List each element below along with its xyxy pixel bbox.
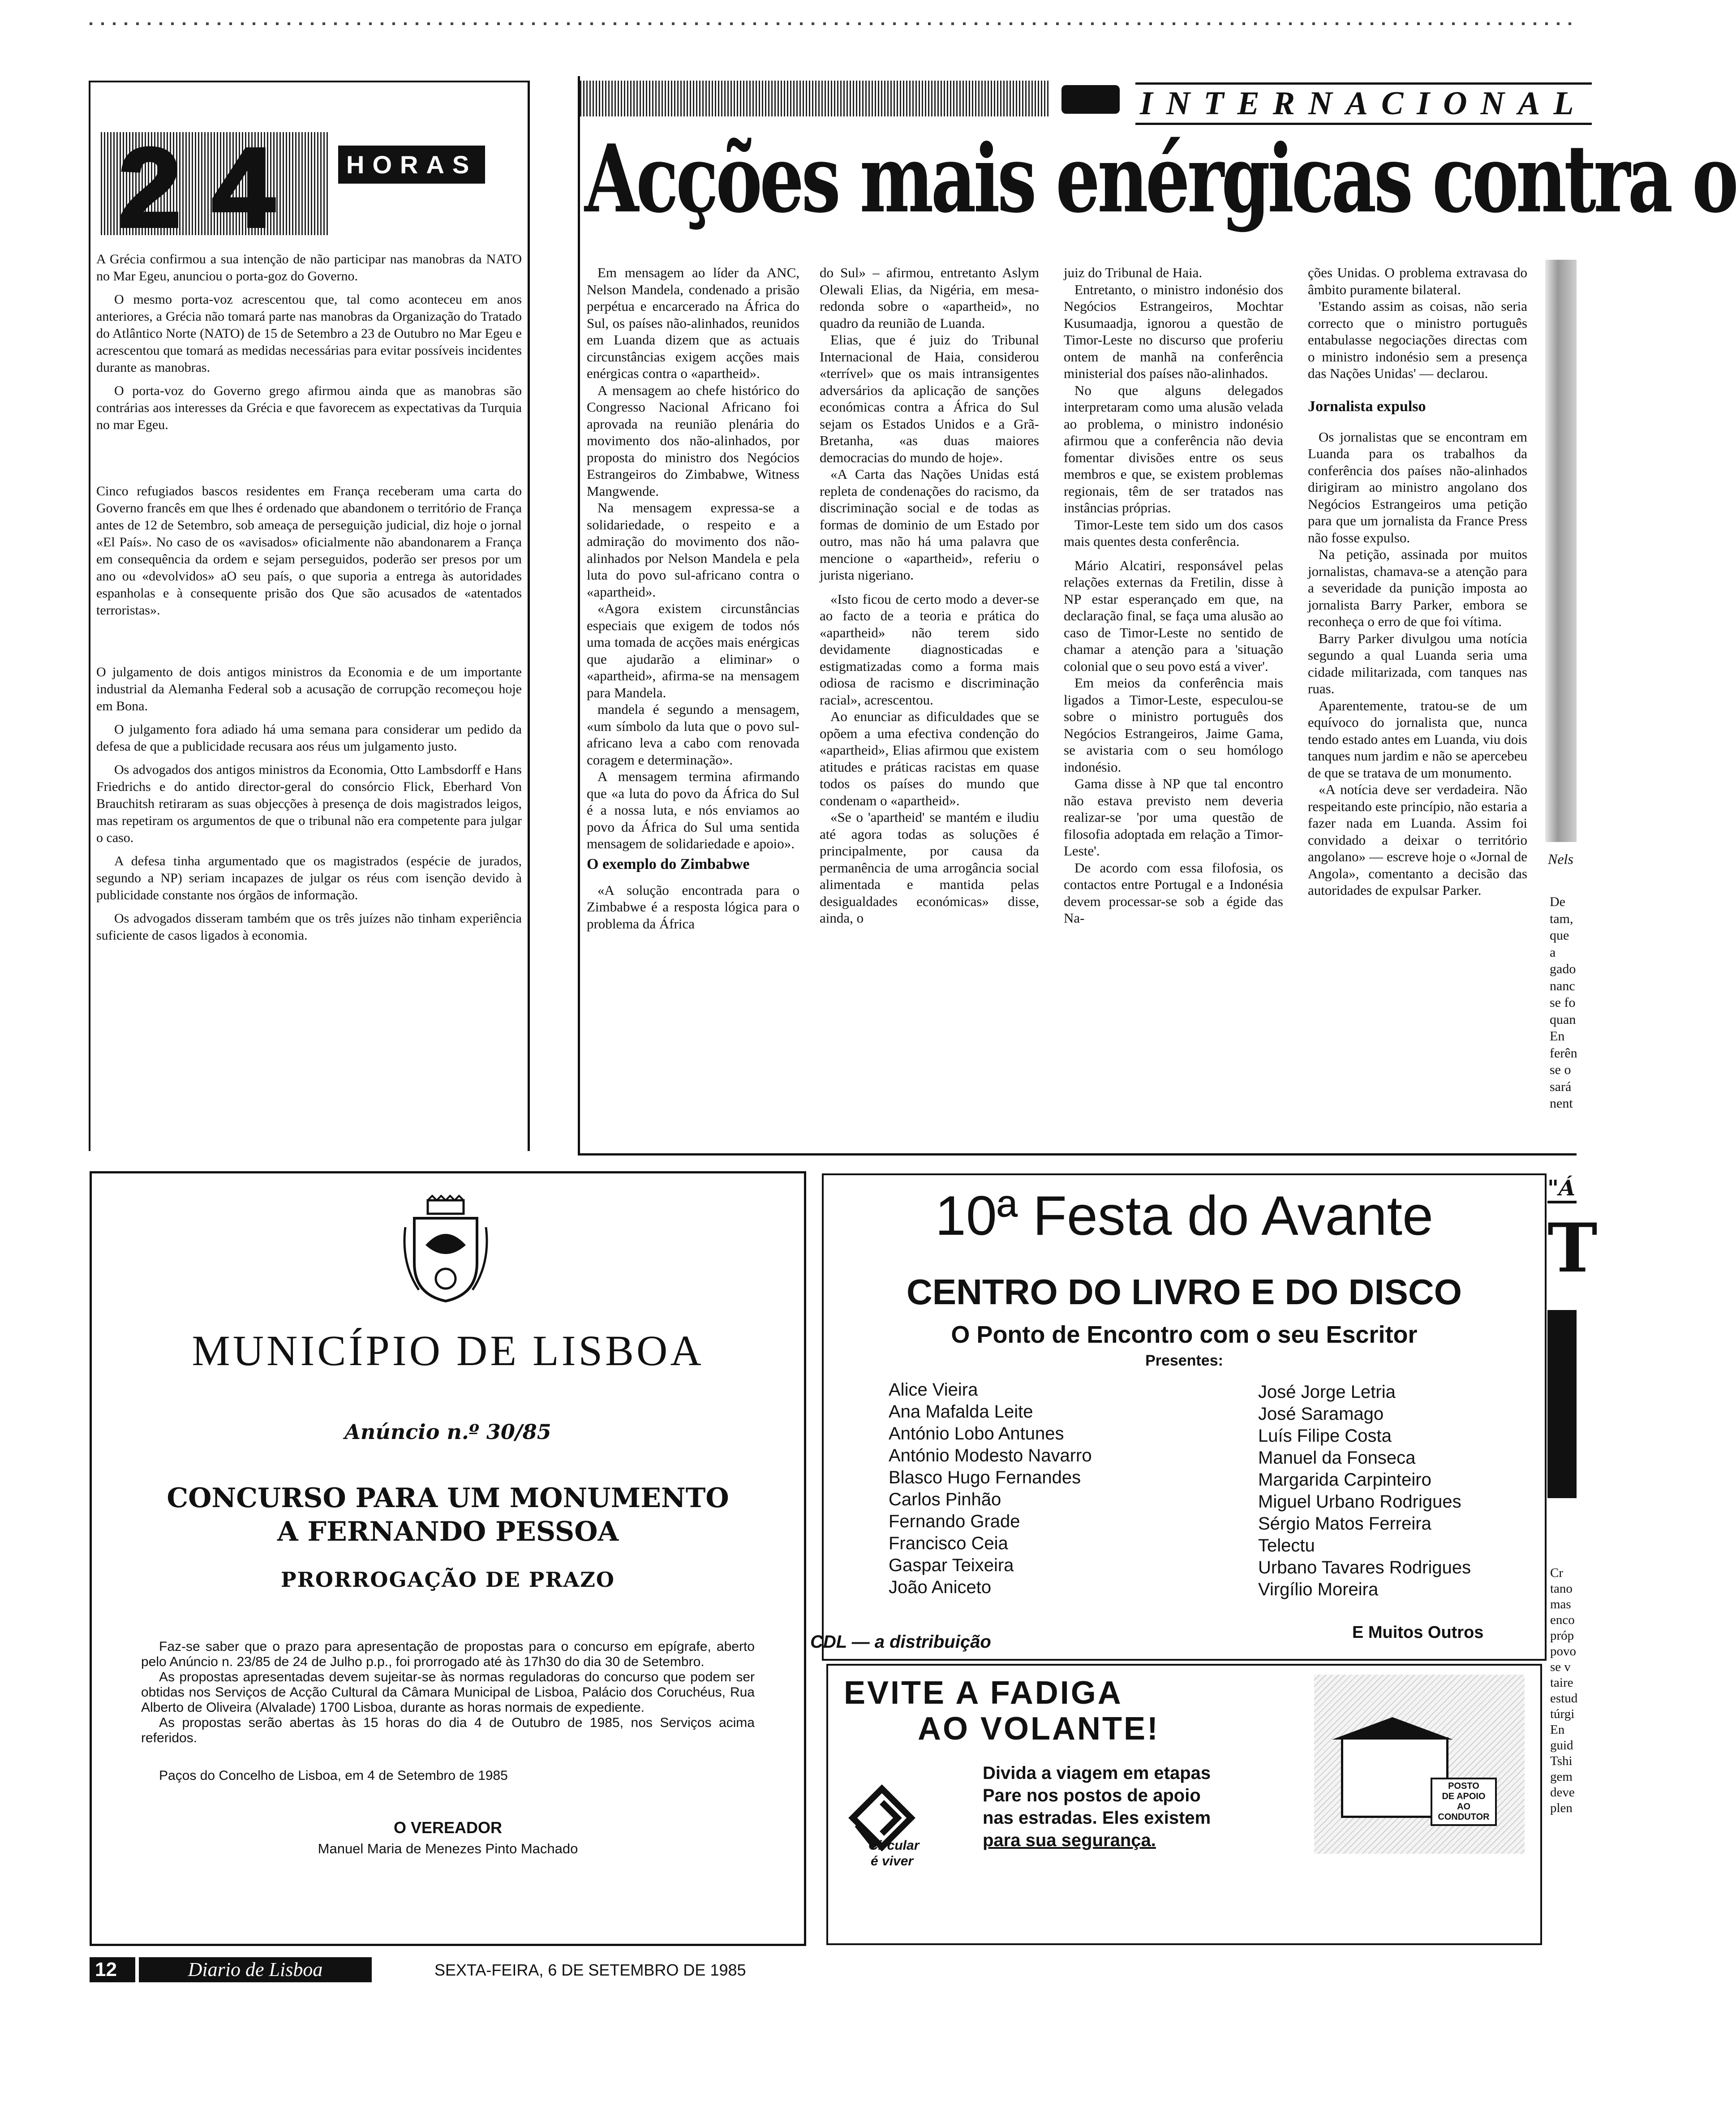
strip-frag: deve <box>1550 1785 1575 1800</box>
brief-trial-p1: O julgamento de dois antigos ministros da Economia e de um importante industrial da Alemanha Federal sob a acusação de corrupção recomeçou hoje em Bona. <box>96 665 522 713</box>
col3-p: Timor-Leste tem sido um dos casos mais quentes desta conferência. <box>1064 516 1283 549</box>
col4-p: Na petição, assinada por muitos jornalistas, chamava-se a atenção para a severidade da punição imposta ao jornalista Barry Parker, embora se reconheça o erro de que foi vítima. <box>1308 546 1527 629</box>
writer-name: Luís Filipe Costa <box>1258 1426 1392 1446</box>
strip-top: "Á <box>1547 1176 1577 1203</box>
briefs-right-border <box>528 81 530 1151</box>
lisbon-coat-of-arms-icon <box>401 1196 490 1303</box>
writer-name: José Saramago <box>1258 1404 1384 1424</box>
col3-p: No que alguns delegados interpretaram como uma alusão velada ao problema, o ministro indonésio afirmou que a conferência não devia fomentar divisões entre os seus membros e que, se existem problemas regionais, têm de ser tratados nas instâncias próprias. <box>1064 382 1283 516</box>
col3-p: Mário Alcatiri, responsável pelas relações externas da Fretilin, disse à NP estar esperançado em que, na declaração final, se faça uma alusão ao caso de Timor-Leste no sentido de chamar a atenção para a 'situação colonial que o seu povo está a viver'. <box>1064 557 1283 674</box>
lisboa-sub: PRORROGAÇÃO DE PRAZO <box>281 1568 615 1592</box>
col3-p: De acordo com essa filofosia, os contactos entre Portugal e a Indonésia devem processar-se sob a égide das Na- <box>1064 859 1283 926</box>
col1-p: Na mensagem expressa-se a solidariedade, o respeito e a admiração do movimento dos não-alinhados por Nelson Mandela e pela luta do povo sul-africano contra o «apartheid». <box>587 500 799 600</box>
strip-frag: tano <box>1550 1581 1573 1596</box>
col1-p: A mensagem termina afirmando que «a luta do povo da África do Sul é a nossa luta, e nós enviamos ao povo da África do Sul uma sentida mensagem de solidariedade e apoio». <box>587 769 799 851</box>
rest-stop-illustration <box>1314 1675 1525 1854</box>
col1-p: «Agora existem circunstâncias especiais que exigem de todos nós uma tomada de acções mais enérgicas que ajudarão a eliminar» o «apartheid», afirma-se na mensagem para Mandela. <box>587 601 799 700</box>
sign-line: DE APOIO <box>1442 1791 1486 1801</box>
col1-subhead: O exemplo do Zimbabwe <box>587 855 750 872</box>
writer-name: Urbano Tavares Rodrigues <box>1258 1558 1471 1577</box>
strip-frag: gem <box>1550 1770 1573 1784</box>
sign-line: POSTO <box>1448 1781 1479 1791</box>
brief-greece-p2: O mesmo porta-voz acrescentou que, tal como aconteceu em anos anteriores, a Grécia não tomará parte nas manobras da Organização do Tratado do Atlântico Norte (NATO) de 15 de Setembro a 23 de Outubro no Mar Egeu e acrescentou que tomará as medidas necessárias para evitar possíveis incidentes durante as manobras. <box>96 292 522 375</box>
col4-p: 'Estando assim as coisas, não seria correcto que o ministro português entabulasse negociações directas com o ministro indonésio sem a presença das Nações Unidas' — declarou. <box>1308 298 1527 381</box>
article-left-border <box>578 76 580 1156</box>
col5-frag: nent <box>1550 1096 1573 1111</box>
col1-p: Em mensagem ao líder da ANC, Nelson Mandela, condenado a prisão perpétua e encarcerado na África do Sul, os países não-alinhados, reunidos em Luanda dizem que as actuais circunstâncias exigem acções mais enérgicas contra o «apartheid». <box>587 265 799 381</box>
col5-frag: se fo <box>1550 995 1576 1010</box>
lisboa-notice: Anúncio n.º 30/85 <box>344 1420 551 1444</box>
right-strip <box>1547 1176 1598 1942</box>
lisboa-body-3: As propostas serão abertas às 15 horas do dia 4 de Outubro de 1985, nos Serviços acima referidos. <box>141 1715 755 1745</box>
strip-frag: povo <box>1550 1644 1576 1658</box>
ad-evite-fadiga <box>826 1664 1542 1945</box>
strip-frag: taire <box>1550 1675 1573 1690</box>
strip-frag: Tshi <box>1550 1754 1573 1768</box>
col3-p: juiz do Tribunal de Haia. <box>1064 265 1203 280</box>
fadiga-brand-2: é viver <box>871 1854 914 1869</box>
col2-p: «Isto ficou de certo modo a dever-se ao facto de a teoria e prática do «apartheid» não terem sido devidamente diagnosticadas e estigmatizadas como a forma mais odiosa de racismo e discriminação racial», acrescentou. <box>820 591 1039 708</box>
col2-p: Elias, que é juiz do Tribunal Internacional de Haia, considerou «terrível» que os mais intransigentes adversários da aplicação de sanções económicas contra a África do Sul sejam os Estados Unidos e a Grã-Bretanha, «as duas maiores democracias do mundo de hoje». <box>820 332 1039 465</box>
dl-logo <box>1061 85 1120 114</box>
brand-24-number: 24 <box>119 125 306 250</box>
article-bottom-border <box>578 1153 1577 1156</box>
writer-name: Fernando Grade <box>889 1512 1020 1531</box>
col1-tail: «A solução encontrada para o Zimbabwe é a resposta lógica para o problema da África <box>587 882 799 932</box>
fadiga-brand-1: Circular <box>868 1838 920 1853</box>
article-col-1 <box>587 264 799 932</box>
brand-horas-word: HORAS <box>338 146 485 184</box>
col3-p: Em meios da conferência mais ligados a Timor-Leste, especulou-se sobre o ministro português dos Negócios Estrangeiros, Jaime Gama, se avistaria com o seu homólogo indonésio. <box>1064 675 1283 775</box>
fadiga-body-line: Divida a viagem em etapas <box>983 1763 1211 1783</box>
avante-names-right <box>1258 1381 1471 1601</box>
lisboa-body <box>141 1639 755 1783</box>
article-headline: Acções mais enérgicas contra o <box>584 125 1736 234</box>
avante-presentes: Presentes: <box>1145 1352 1223 1369</box>
col2-p: do Sul» – afirmou, entretanto Aslym Olewali Elias, da Nigéria, em mesa-redonda sobre o «apartheid», no quadro da reunião de Luanda. <box>820 265 1039 331</box>
section-title: INTERNACIONAL <box>1135 82 1592 125</box>
writer-name: Francisco Ceia <box>889 1534 1008 1553</box>
col1-p: A mensagem ao chefe histórico do Congresso Nacional Africano foi aprovada na reunião plenária do movimento dos não-alinhados, por proposta do ministro dos Negócios Estrangeiros do Zimbabwe, Witness Mangwende. <box>587 382 799 499</box>
writer-name: Blasco Hugo Fernandes <box>889 1468 1081 1487</box>
strip-frag: mas <box>1550 1597 1571 1611</box>
article-col-3 <box>1064 264 1283 927</box>
strip-frag: próp <box>1550 1628 1574 1643</box>
writer-name: Telectu <box>1258 1536 1315 1555</box>
writer-name: António Lobo Antunes <box>889 1424 1064 1443</box>
fadiga-line-2: AO VOLANTE! <box>918 1711 1160 1747</box>
writer-name: Ana Mafalda Leite <box>889 1402 1033 1422</box>
paper-name: Diario de Lisboa <box>139 1957 372 1982</box>
section-banner <box>580 76 1587 122</box>
col2-p: «A Carta das Nações Unidas está repleta de condenações do racismo, da discriminação social e de todas as formas de dominio de um Estado por outro, mas não há uma palavra que mencione o «apartheid», referiu o jurista nigeriano. <box>820 466 1039 583</box>
col5-frag: se o <box>1550 1062 1571 1077</box>
col5-frag: De <box>1550 894 1565 909</box>
avante-names-left <box>889 1379 1092 1598</box>
col5-frag: sará <box>1550 1079 1572 1094</box>
writer-name: Carlos Pinhão <box>889 1490 1001 1509</box>
col3-p: Entretanto, o ministro indonésio dos Negócios Estrangeiros, Mochtar Kusumaadja, ignorou a questão de Timor-Leste no discurso que proferiu ontem de manhã na conferência ministerial dos países não-alinhados. <box>1064 281 1283 381</box>
house-roof <box>1332 1717 1453 1740</box>
photo-caption: Nels <box>1548 851 1573 867</box>
avante-headline: CENTRO DO LIVRO E DO DISCO <box>906 1272 1462 1312</box>
col5-frag: ferên <box>1550 1045 1577 1061</box>
col4-p: ções Unidas. O problema extravasa do âmbito puramente bilateral. <box>1308 265 1527 297</box>
mandela-photo <box>1545 260 1577 842</box>
lisboa-title: MUNICÍPIO DE LISBOA <box>192 1327 704 1375</box>
brand-24-horas <box>101 125 522 250</box>
strip-dark-photo <box>1547 1310 1577 1498</box>
avante-more: E Muitos Outros <box>1352 1623 1484 1642</box>
writer-name: Virgílio Moreira <box>1258 1580 1379 1599</box>
lisboa-headline-2: A FERNANDO PESSOA <box>277 1516 619 1547</box>
lisboa-headline-1: CONCURSO PARA UM MONUMENTO <box>167 1482 729 1514</box>
lisboa-signer-name: Manuel Maria de Menezes Pinto Machado <box>318 1841 578 1856</box>
banner-hatch <box>580 81 1050 116</box>
issue-date: SEXTA-FEIRA, 6 DE SETEMBRO DE 1985 <box>434 1961 746 1979</box>
ad-festa-avante <box>810 1173 1547 1661</box>
writer-name: José Jorge Letria <box>1258 1382 1396 1402</box>
page-footer <box>90 1957 806 1989</box>
writer-name: António Modesto Navarro <box>889 1446 1092 1465</box>
strip-frag: En <box>1550 1723 1565 1737</box>
col4-subhead: Jornalista expulso <box>1308 398 1426 415</box>
ad-municipio-lisboa <box>90 1171 806 1946</box>
col5-frag: que a <box>1550 928 1569 960</box>
article-col-4 <box>1308 264 1527 899</box>
col5-frag: gado <box>1550 962 1576 976</box>
brief-trial-p5: Os advogados disseram também que os três juízes não tinham experiência suficiente de casos ligados à economia. <box>96 911 522 943</box>
lisboa-body-2: As propostas apresentadas devem sujeitar-se às normas reguladoras do concurso que podem ser obtidas nos Serviços de Acção Cultural da Câmara Municipal de Lisboa, Palácio dos Coruchéus, Rua Alberto de Oliveira (Alvalade) 1700 Lisboa, durante as horas normais de expediente. <box>141 1670 755 1715</box>
page-number: 12 <box>90 1957 135 1982</box>
strip-frag: estud <box>1550 1691 1578 1705</box>
strip-frag: Cr <box>1550 1566 1563 1580</box>
writer-name: Sérgio Matos Ferreira <box>1258 1514 1431 1534</box>
fadiga-body-line: nas estradas. Eles existem <box>983 1808 1211 1828</box>
avante-sub: O Ponto de Encontro com o seu Escritor <box>951 1321 1418 1348</box>
writer-name: Margarida Carpinteiro <box>1258 1470 1431 1490</box>
brief-greece-p1: A Grécia confirmou a sua intenção de não participar nas manobras da NATO no Mar Egeu, anunciou o porta-goz do Governo. <box>96 252 522 284</box>
writer-name: Miguel Urbano Rodrigues <box>1258 1492 1461 1512</box>
col1-p: mandela é segundo a mensagem, «um símbolo da luta que o povo sul-africano leva a cabo com renovada coragem e determinação». <box>587 701 799 768</box>
rest-stop-sign <box>1431 1778 1497 1826</box>
avante-footer: CDL — a distribuição <box>810 1632 991 1652</box>
fadiga-body <box>983 1762 1211 1852</box>
col2-p: Ao enunciar as dificuldades que se opõem a uma efectiva condenção do «apartheid», Elias afirmou que existem atitudes e práticas racistas em quase todos os países do mundo que condenam o «apartheid». <box>820 709 1039 808</box>
strip-big-letter: T <box>1547 1209 1598 1288</box>
fadiga-line-1: EVITE A FADIGA <box>844 1675 1123 1711</box>
col5-frag: En <box>1550 1029 1565 1044</box>
article-col-5 <box>1550 894 1577 1112</box>
col4-p: Aparentemente, tratou-se de um equívoco do jornalista que, nunca tendo estado antes em Luanda, viu dois tanques num jardim e não se apercebeu de que se tratava de um monumento. <box>1308 697 1527 781</box>
col2-p: «Se o 'apartheid' se mantém e iludiu até agora todas as soluções é principalmente, por causa da permanência de uma arrogância social alimentada e mantida pelas desigualdades económicas» disse, ainda, o <box>820 809 1039 926</box>
lisboa-place-date: Paços do Concelho de Lisboa, em 4 de Setembro de 1985 <box>159 1768 508 1783</box>
briefs-body <box>96 251 522 950</box>
col4-p: Barry Parker divulgou uma notícia segundo a qual Luanda seria uma cidade militarizada, com tanques nas ruas. <box>1308 630 1527 696</box>
col5-frag: quan <box>1550 1012 1576 1027</box>
writer-name: Manuel da Fonseca <box>1258 1448 1416 1468</box>
sign-line: AO CONDUTOR <box>1438 1802 1490 1822</box>
top-dotted-rule <box>90 22 1577 25</box>
writer-name: Alice Vieira <box>889 1380 978 1400</box>
strip-frag: guid <box>1550 1738 1573 1753</box>
col5-frag: nanc <box>1550 978 1575 993</box>
brief-greece-p3: O porta-voz do Governo grego afirmou ainda que as manobras são contrárias aos interesses da Grécia e que favorecem as expectativas da Turquia no mar Egeu. <box>96 383 522 432</box>
col5-frag: tam, <box>1550 911 1573 926</box>
strip-frag: se v <box>1550 1660 1571 1674</box>
writer-name: João Aniceto <box>889 1577 992 1597</box>
lisboa-signer-title: O VEREADOR <box>393 1818 503 1837</box>
fadiga-body-line: Pare nos postos de apoio <box>983 1786 1201 1805</box>
fadiga-body-line: para sua segurança. <box>983 1830 1156 1850</box>
lisboa-body-1: Faz-se saber que o prazo para apresentação de propostas para o concurso em epígrafe, aberto pelo Anúncio n. 23/85 de 24 de Julho p.p., foi prorrogado até às 17h30 do dia 30 de Setembro. <box>141 1639 755 1669</box>
briefs-top-border <box>89 81 530 82</box>
strip-text <box>1550 1565 1577 1816</box>
strip-frag: enco <box>1550 1613 1575 1627</box>
brief-trial-p3: Os advogados dos antigos ministros da Economia, Otto Lambsdorff e Hans Friedrichs e do antido director-geral do consórcio Flick, Eberhard Von Brauchitsh retiraram as suas objecções à presença de dois magistrados leigos, mas repetiram os argumentos de que o tribunal não era competente para julgar o caso. <box>96 762 522 845</box>
strip-frag: plen <box>1550 1801 1573 1815</box>
brief-basques-p1: Cinco refugiados bascos residentes em França receberam uma carta do Governo francês em que lhes é ordenado que abandonem o território de França antes de 12 de Setembro, sob ameaça de perseguição judicial, diz hoje o jornal «El País». No caso de os «avisados» oficialmente não abandonarem a França em consequência da ordem e sejam perseguidos, poderão ser presos por um ano ou «devolvidos» aO seu país, o que suporia a entrega às autoridades espanholas e à consequente prisão dos Que são acusados de «atentados terroristas». <box>96 484 522 618</box>
briefs-left-border <box>89 81 90 1151</box>
col4-p: Os jornalistas que se encontram em Luanda para os trabalhos da conferência dos países não-alinhados dirigiram ao ministro angolano dos Negócios Estrangeiros uma petição para que um jornalista da France Press não fosse expulso. <box>1308 429 1527 546</box>
writer-name: Gaspar Teixeira <box>889 1555 1014 1575</box>
col4-p: «A notícia deve ser verdadeira. Não respeitando este princípio, não estaria a fazer nada em Luanda. Assim foi convidado a deixar o território angolano» — escreve hoje o «Jornal de Angola», comentanto a decisão das autoridades de expulsar Parker. <box>1308 782 1527 898</box>
article-col-2 <box>820 264 1039 927</box>
avante-title: 10ª Festa do Avante <box>935 1185 1434 1247</box>
brief-trial-p4: A defesa tinha argumentado que os magistrados (espécie de jurados, segundo a NP) seriam incapazes de julgar os réus com isenção devido à publicidade constante nos órgãos de informação. <box>96 854 522 902</box>
strip-frag: túrgi <box>1550 1707 1575 1721</box>
brief-trial-p2: O julgamento fora adiado há uma semana para considerar um pedido da defesa de que a publicidade recusara aos réus um julgamento justo. <box>96 722 522 754</box>
col3-p: Gama disse à NP que tal encontro não estava previsto nem deveria realizar-se 'por uma questão de filosofia adoptada em relação a Timor-Leste'. <box>1064 776 1283 859</box>
